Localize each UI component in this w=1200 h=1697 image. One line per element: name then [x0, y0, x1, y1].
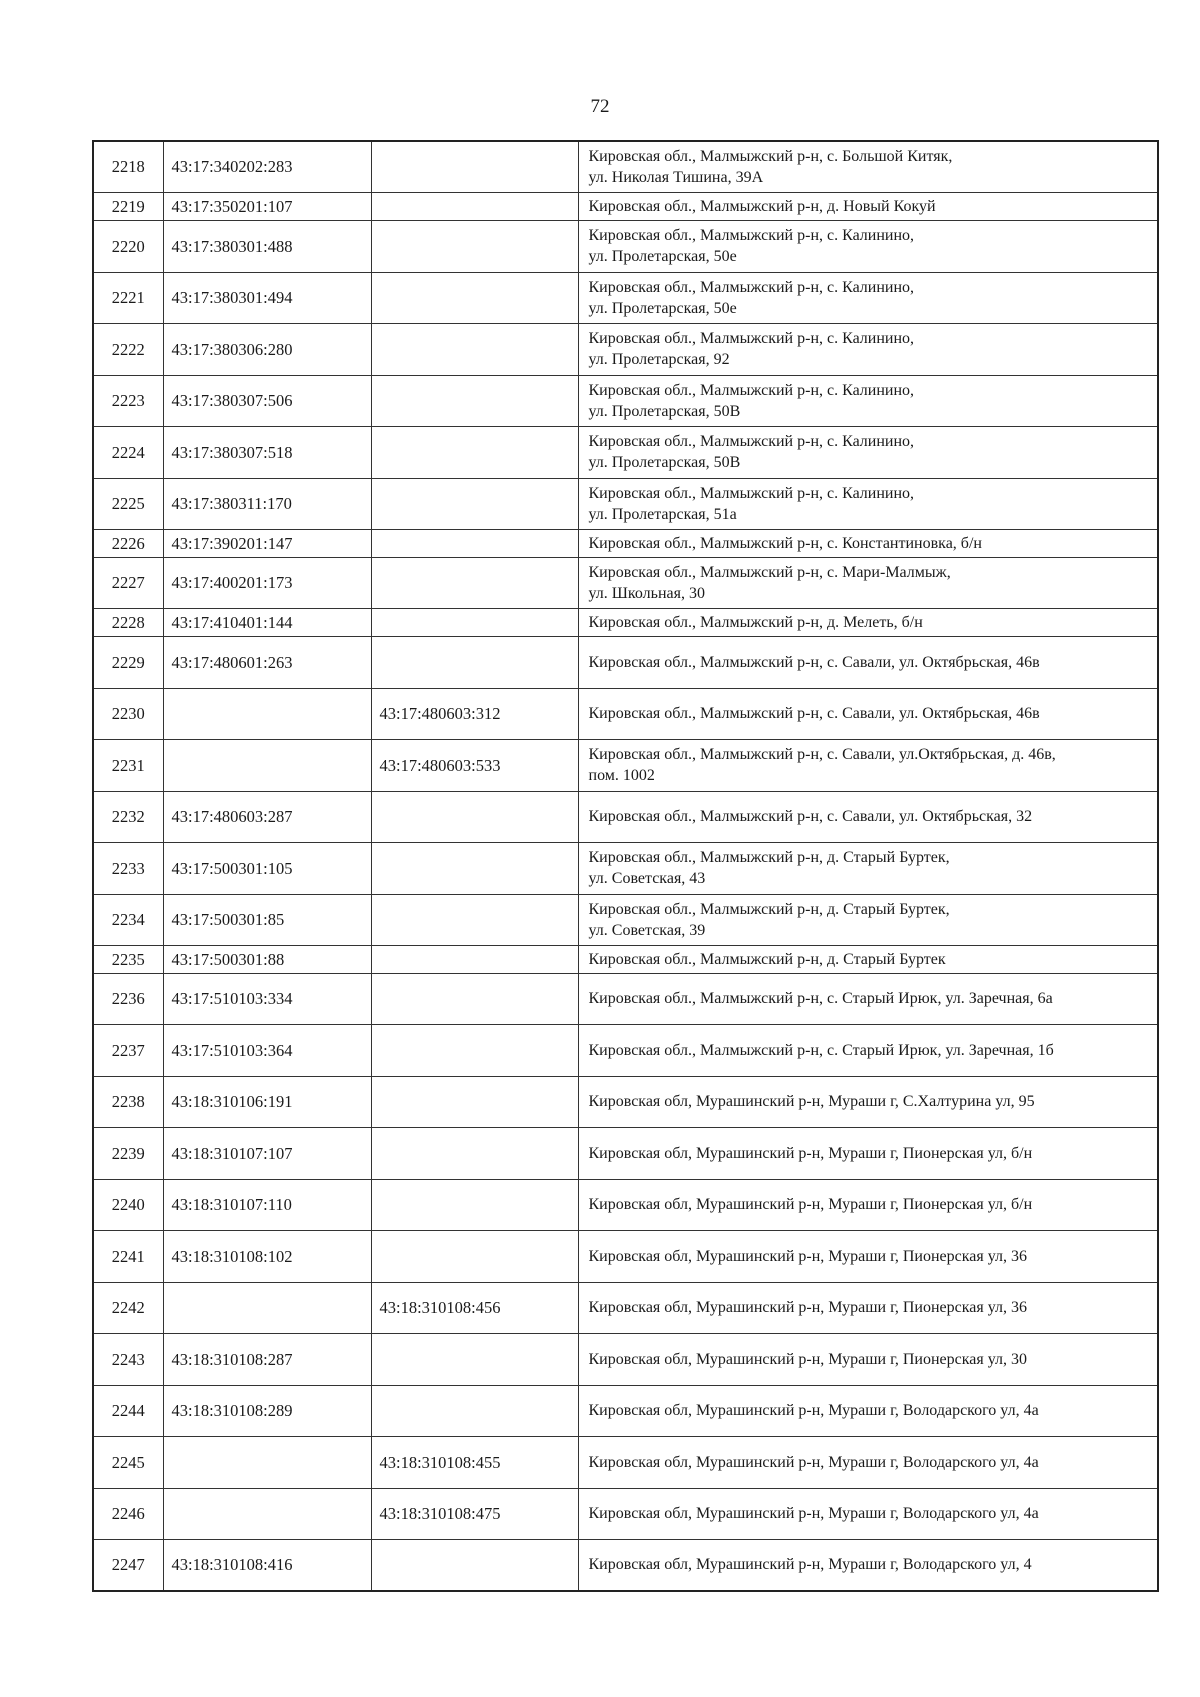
- table-row: [93, 1282, 1158, 1333]
- row-number-cell: 2244: [93, 1385, 163, 1436]
- row-number-cell: 2242: [93, 1282, 163, 1333]
- table-row: [93, 1385, 1158, 1436]
- table-row: [93, 478, 1158, 529]
- address-cell: Кировская обл., Малмыжский р-н, д. Мелеть, б/н: [578, 608, 1158, 636]
- table-row: [93, 192, 1158, 220]
- row-number-cell: 2240: [93, 1179, 163, 1230]
- cadastral-number-cell: 43:17:340202:283: [163, 141, 371, 192]
- cadastral-number-cell: 43:17:500301:85: [163, 894, 371, 945]
- table-row: [93, 1539, 1158, 1591]
- table-row: [93, 739, 1158, 791]
- object-cadastral-number-cell: [371, 1127, 578, 1179]
- table-row: [93, 1076, 1158, 1127]
- object-cadastral-number-cell: [371, 478, 578, 529]
- table-row: [93, 426, 1158, 478]
- cadastral-number-cell: 43:18:310108:289: [163, 1385, 371, 1436]
- object-cadastral-number-cell: 43:18:310108:455: [371, 1436, 578, 1488]
- cadastral-number-cell: [163, 688, 371, 739]
- cadastral-number-cell: 43:17:410401:144: [163, 608, 371, 636]
- object-cadastral-number-cell: [371, 1179, 578, 1230]
- cadastral-number-cell: 43:18:310108:287: [163, 1333, 371, 1385]
- object-cadastral-number-cell: 43:17:480603:533: [371, 739, 578, 791]
- row-number-cell: 2238: [93, 1076, 163, 1127]
- row-number-cell: 2226: [93, 529, 163, 557]
- row-number-cell: 2245: [93, 1436, 163, 1488]
- cadastral-number-cell: 43:18:310107:107: [163, 1127, 371, 1179]
- row-number-cell: 2235: [93, 945, 163, 973]
- object-cadastral-number-cell: [371, 1385, 578, 1436]
- address-cell: Кировская обл., Малмыжский р-н, с. Калинино, ул. Пролетарская, 50е: [578, 272, 1158, 323]
- cadastral-number-cell: 43:17:350201:107: [163, 192, 371, 220]
- row-number-cell: 2234: [93, 894, 163, 945]
- address-cell: Кировская обл., Малмыжский р-н, д. Новый Кокуй: [578, 192, 1158, 220]
- cadastral-number-cell: 43:17:380306:280: [163, 323, 371, 375]
- cadastral-number-cell: [163, 1436, 371, 1488]
- address-cell: Кировская обл., Малмыжский р-н, д. Старый Буртек: [578, 945, 1158, 973]
- table-row: [93, 529, 1158, 557]
- row-number-cell: 2219: [93, 192, 163, 220]
- address-cell: Кировская обл., Малмыжский р-н, с. Большой Китяк, ул. Николая Тишина, 39А: [578, 141, 1158, 192]
- object-cadastral-number-cell: [371, 323, 578, 375]
- address-cell: Кировская обл., Малмыжский р-н, с. Калинино, ул. Пролетарская, 50В: [578, 426, 1158, 478]
- address-cell: Кировская обл., Малмыжский р-н, с. Савали, ул. Октябрьская, 46в: [578, 688, 1158, 739]
- object-cadastral-number-cell: [371, 894, 578, 945]
- cadastral-number-cell: 43:17:500301:88: [163, 945, 371, 973]
- table-row: [93, 323, 1158, 375]
- address-cell: Кировская обл., Малмыжский р-н, с. Константиновка, б/н: [578, 529, 1158, 557]
- cadastral-number-cell: [163, 1282, 371, 1333]
- table-row: [93, 636, 1158, 688]
- row-number-cell: 2222: [93, 323, 163, 375]
- cadastral-number-cell: 43:18:310108:102: [163, 1230, 371, 1282]
- object-cadastral-number-cell: [371, 375, 578, 426]
- row-number-cell: 2241: [93, 1230, 163, 1282]
- cadastral-number-cell: 43:17:380301:494: [163, 272, 371, 323]
- object-cadastral-number-cell: [371, 1024, 578, 1076]
- address-cell: Кировская обл., Малмыжский р-н, с. Старый Ирюк, ул. Заречная, 6а: [578, 973, 1158, 1024]
- table-row: [93, 842, 1158, 894]
- table-row: [93, 894, 1158, 945]
- object-cadastral-number-cell: [371, 1539, 578, 1591]
- address-cell: Кировская обл., Малмыжский р-н, д. Старый Буртек, ул. Советская, 43: [578, 842, 1158, 894]
- cadastral-number-cell: [163, 739, 371, 791]
- address-cell: Кировская обл, Мурашинский р-н, Мураши г, Володарского ул, 4: [578, 1539, 1158, 1591]
- object-cadastral-number-cell: [371, 1333, 578, 1385]
- cadastral-number-cell: [163, 1488, 371, 1539]
- table-row: [93, 1333, 1158, 1385]
- object-cadastral-number-cell: 43:18:310108:475: [371, 1488, 578, 1539]
- row-number-cell: 2229: [93, 636, 163, 688]
- row-number-cell: 2239: [93, 1127, 163, 1179]
- address-cell: Кировская обл, Мурашинский р-н, Мураши г, Пионерская ул, 30: [578, 1333, 1158, 1385]
- row-number-cell: 2231: [93, 739, 163, 791]
- address-cell: Кировская обл, Мурашинский р-н, Мураши г, Володарского ул, 4а: [578, 1436, 1158, 1488]
- object-cadastral-number-cell: [371, 529, 578, 557]
- row-number-cell: 2236: [93, 973, 163, 1024]
- address-cell: Кировская обл, Мурашинский р-н, Мураши г, Пионерская ул, 36: [578, 1282, 1158, 1333]
- cadastral-number-cell: 43:17:380307:518: [163, 426, 371, 478]
- table-row: [93, 1024, 1158, 1076]
- cadastral-number-cell: 43:18:310107:110: [163, 1179, 371, 1230]
- row-number-cell: 2228: [93, 608, 163, 636]
- row-number-cell: 2243: [93, 1333, 163, 1385]
- object-cadastral-number-cell: [371, 141, 578, 192]
- cadastral-number-cell: 43:17:480601:263: [163, 636, 371, 688]
- row-number-cell: 2237: [93, 1024, 163, 1076]
- cadastral-number-cell: 43:17:390201:147: [163, 529, 371, 557]
- cadastral-number-cell: 43:17:480603:287: [163, 791, 371, 842]
- address-cell: Кировская обл, Мурашинский р-н, Мураши г, Пионерская ул, б/н: [578, 1179, 1158, 1230]
- address-cell: Кировская обл, Мурашинский р-н, Мураши г, Володарского ул, 4а: [578, 1385, 1158, 1436]
- table-row: [93, 557, 1158, 608]
- table-row: [93, 608, 1158, 636]
- row-number-cell: 2246: [93, 1488, 163, 1539]
- table-row: [93, 1230, 1158, 1282]
- cadastral-number-cell: 43:17:400201:173: [163, 557, 371, 608]
- row-number-cell: 2223: [93, 375, 163, 426]
- table-row: [93, 973, 1158, 1024]
- row-number-cell: 2221: [93, 272, 163, 323]
- row-number-cell: 2247: [93, 1539, 163, 1591]
- object-cadastral-number-cell: [371, 608, 578, 636]
- object-cadastral-number-cell: [371, 1230, 578, 1282]
- table-row: [93, 272, 1158, 323]
- cadastral-number-cell: 43:17:380311:170: [163, 478, 371, 529]
- cadastral-number-cell: 43:17:380301:488: [163, 220, 371, 272]
- cadastral-number-cell: 43:17:500301:105: [163, 842, 371, 894]
- table-row: [93, 141, 1158, 192]
- cadastral-number-cell: 43:18:310106:191: [163, 1076, 371, 1127]
- object-cadastral-number-cell: [371, 636, 578, 688]
- row-number-cell: 2227: [93, 557, 163, 608]
- object-cadastral-number-cell: [371, 272, 578, 323]
- object-cadastral-number-cell: [371, 192, 578, 220]
- object-cadastral-number-cell: [371, 945, 578, 973]
- object-cadastral-number-cell: [371, 426, 578, 478]
- registry-table-body: [93, 141, 1158, 1591]
- object-cadastral-number-cell: [371, 1076, 578, 1127]
- table-row: [93, 1179, 1158, 1230]
- address-cell: Кировская обл., Малмыжский р-н, с. Калинино, ул. Пролетарская, 51а: [578, 478, 1158, 529]
- registry-table: [92, 140, 1159, 1592]
- table-row: [93, 945, 1158, 973]
- table-row: [93, 220, 1158, 272]
- address-cell: Кировская обл, Мурашинский р-н, Мураши г, С.Халтурина ул, 95: [578, 1076, 1158, 1127]
- address-cell: Кировская обл., Малмыжский р-н, с. Калинино, ул. Пролетарская, 50е: [578, 220, 1158, 272]
- table-row: [93, 1127, 1158, 1179]
- row-number-cell: 2218: [93, 141, 163, 192]
- row-number-cell: 2220: [93, 220, 163, 272]
- address-cell: Кировская обл., Малмыжский р-н, с. Мари-Малмыж, ул. Школьная, 30: [578, 557, 1158, 608]
- table-row: [93, 688, 1158, 739]
- table-row: [93, 1436, 1158, 1488]
- address-cell: Кировская обл., Малмыжский р-н, с. Савали, ул. Октябрьская, 46в: [578, 636, 1158, 688]
- object-cadastral-number-cell: [371, 791, 578, 842]
- row-number-cell: 2230: [93, 688, 163, 739]
- page-number: 72: [590, 96, 610, 117]
- table-row: [93, 791, 1158, 842]
- address-cell: Кировская обл., Малмыжский р-н, с. Старый Ирюк, ул. Заречная, 1б: [578, 1024, 1158, 1076]
- row-number-cell: 2224: [93, 426, 163, 478]
- address-cell: Кировская обл., Малмыжский р-н, д. Старый Буртек, ул. Советская, 39: [578, 894, 1158, 945]
- cadastral-number-cell: 43:17:510103:364: [163, 1024, 371, 1076]
- cadastral-number-cell: 43:17:510103:334: [163, 973, 371, 1024]
- address-cell: Кировская обл., Малмыжский р-н, с. Савали, ул.Октябрьская, д. 46в, пом. 1002: [578, 739, 1158, 791]
- address-cell: Кировская обл, Мурашинский р-н, Мураши г, Пионерская ул, б/н: [578, 1127, 1158, 1179]
- object-cadastral-number-cell: 43:18:310108:456: [371, 1282, 578, 1333]
- address-cell: Кировская обл., Малмыжский р-н, с. Калинино, ул. Пролетарская, 92: [578, 323, 1158, 375]
- row-number-cell: 2225: [93, 478, 163, 529]
- address-cell: Кировская обл, Мурашинский р-н, Мураши г, Пионерская ул, 36: [578, 1230, 1158, 1282]
- cadastral-number-cell: 43:18:310108:416: [163, 1539, 371, 1591]
- object-cadastral-number-cell: 43:17:480603:312: [371, 688, 578, 739]
- cadastral-number-cell: 43:17:380307:506: [163, 375, 371, 426]
- table-row: [93, 375, 1158, 426]
- object-cadastral-number-cell: [371, 973, 578, 1024]
- address-cell: Кировская обл, Мурашинский р-н, Мураши г, Володарского ул, 4а: [578, 1488, 1158, 1539]
- row-number-cell: 2233: [93, 842, 163, 894]
- object-cadastral-number-cell: [371, 557, 578, 608]
- address-cell: Кировская обл., Малмыжский р-н, с. Калинино, ул. Пролетарская, 50В: [578, 375, 1158, 426]
- object-cadastral-number-cell: [371, 842, 578, 894]
- object-cadastral-number-cell: [371, 220, 578, 272]
- table-row: [93, 1488, 1158, 1539]
- row-number-cell: 2232: [93, 791, 163, 842]
- address-cell: Кировская обл., Малмыжский р-н, с. Савали, ул. Октябрьская, 32: [578, 791, 1158, 842]
